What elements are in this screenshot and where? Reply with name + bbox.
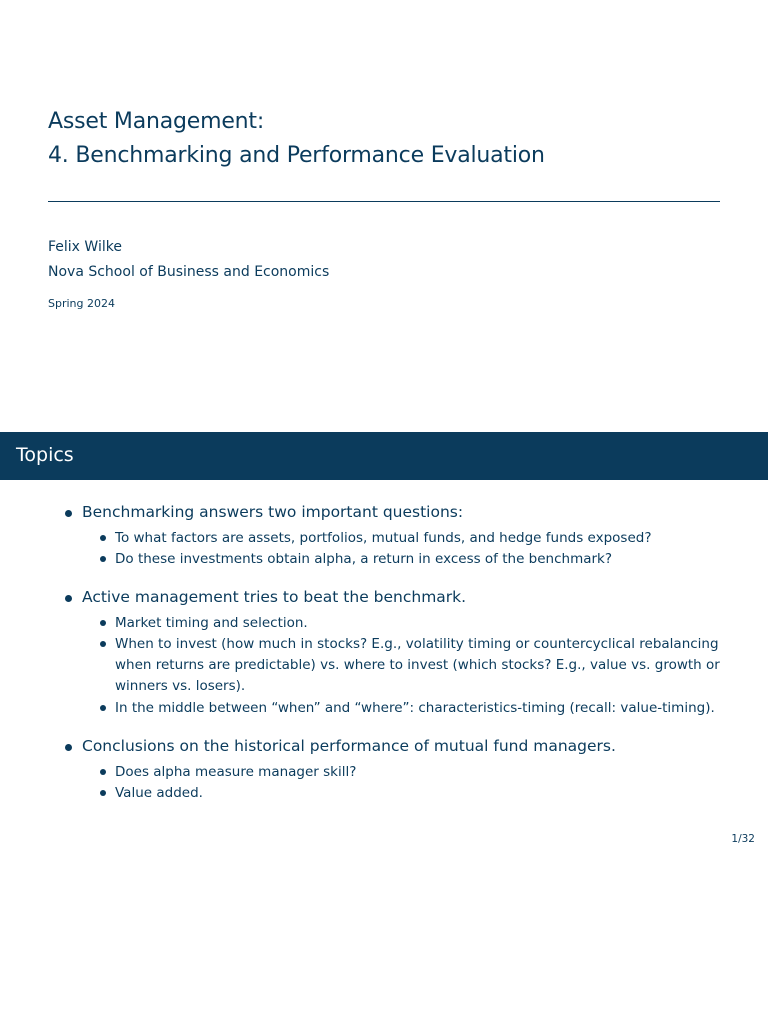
presentation-title-line-1: Asset Management:	[48, 109, 265, 134]
sub-bullet-icon	[100, 556, 106, 562]
list-item: Benchmarking answers two important questions:	[82, 503, 464, 521]
sub-list-item: Value added.	[115, 785, 203, 801]
presentation-date: Spring 2024	[48, 297, 115, 310]
bullet-icon	[65, 595, 72, 602]
sub-bullet-icon	[100, 620, 106, 626]
sub-list-item: Does alpha measure manager skill?	[115, 764, 357, 780]
sub-bullet-icon	[100, 790, 106, 796]
author-name: Felix Wilke	[48, 239, 122, 255]
sub-bullet-icon	[100, 641, 106, 647]
institute-name: Nova School of Business and Economics	[48, 264, 330, 280]
sub-bullet-icon	[100, 535, 106, 541]
frame-title: Topics	[16, 444, 74, 466]
sub-list-item: To what factors are assets, portfolios, mutual funds, and hedge funds exposed?	[115, 530, 652, 546]
sub-list-item: In the middle between “when” and “where”: characteristics-timing (recall: value-timing).	[115, 700, 715, 716]
page-number: 1/32	[731, 833, 755, 845]
sub-list-item: Market timing and selection.	[115, 615, 308, 631]
sub-list-item: When to invest (how much in stocks? E.g., volatility timing or countercyclical rebalancing when returns are predictable) vs. where to invest (which stocks? E.g., value vs. growth or winners vs. losers).	[115, 636, 720, 694]
list-item: Active management tries to beat the benchmark.	[82, 588, 467, 606]
presentation-title-line-2: 4. Benchmarking and Performance Evaluation	[48, 143, 545, 168]
bullet-icon	[65, 744, 72, 751]
frame-header	[0, 432, 768, 480]
list-item: Conclusions on the historical performance of mutual fund managers.	[82, 737, 616, 755]
title-slide	[0, 0, 768, 432]
title-separator	[48, 201, 720, 202]
bullet-icon	[65, 510, 72, 517]
sub-bullet-icon	[100, 769, 106, 775]
sub-list-item: Do these investments obtain alpha, a return in excess of the benchmark?	[115, 551, 613, 567]
progress-bar	[0, 478, 24, 480]
sub-bullet-icon	[100, 705, 106, 711]
